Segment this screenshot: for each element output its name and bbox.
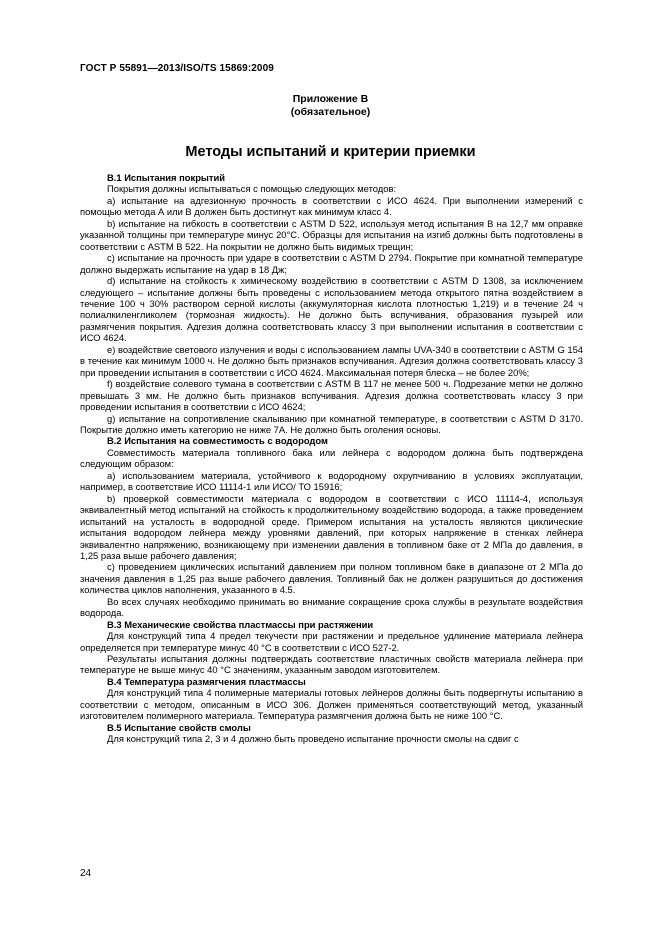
document-body <box>80 172 583 745</box>
paragraph: Результаты испытания должны подтверждать соответствие пластичных свойств материала лейнера при температуре не выше минус 40 °С значениям, указанным заводом изготовителем. <box>80 653 583 676</box>
paragraph: Для конструкций типа 4 полимерные материалы готовых лейнеров должны быть подвергнуты испытанию в соответствии с методом, описанным в ИСО 306. Должен применяться соответствующий метод, указанный изготовителем полимерного материала. Температура размягчения должна быть не ниже 100 °С. <box>80 687 583 722</box>
paragraph: e) воздействие светового излучения и воды с использованием лампы UVA-340 в соответствии с ASTM G 154 в течение как минимум 1000 ч. Не должно быть признаков вспучивания. Адгезия должна соответствовать классу 3 при проведении испытания в соответствии с ИСО 4624. Максимальная потеря блеска – не более 20%; <box>80 343 583 378</box>
paragraph: b) испытание на гибкость в соответствии с ASTM D 522, используя метод испытания В на 12,7 мм оправке указанной толщины при температуре минус 20°С. Образцы для испытания на изгиб должны быть подготовлены в соответствии с ASTM В 522. На покрытии не должно быть видимых трещин; <box>80 217 583 252</box>
paragraph: g) испытание на сопротивление скалыванию при комнатной температуре, в соответствии с ASTM D 3170. Покрытие должно иметь категорию не ниже 7А. Не должно быть оголения основы. <box>80 412 583 435</box>
paragraph: Совместимость материала топливного бака или лейнера с водородом должна быть подтверждена следующим образом: <box>80 446 583 470</box>
appendix-label: Приложение В <box>292 93 369 105</box>
paragraph: c) испытание на прочность при ударе в соответствии с ASTM D 2794. Покрытие при комнатной температуре должно выдержать испытание на удар в 18 Дж; <box>80 252 583 275</box>
paragraph: Во всех случаях необходимо принимать во внимание сокращение срока службы в результате воздействия водорода. <box>80 595 583 619</box>
document-header: ГОСТ Р 55891—2013/ISO/TS 15869:2009 <box>80 63 274 74</box>
paragraph: Для конструкций типа 2, 3 и 4 должно быть проведено испытание прочности смолы на сдвиг с <box>107 733 519 745</box>
section-heading: В.3 Механические свойства пластмассы при растяжении <box>107 618 374 630</box>
page-title: Методы испытаний и критерии приемки <box>185 144 476 160</box>
section-heading: В.2 Испытания на совместимость с водородом <box>107 435 328 447</box>
appendix-status: (обязательное) <box>290 106 371 118</box>
paragraph: f) воздействие солевого тумана в соответствии с ASTM В 117 не менее 500 ч. Подрезание метки не должно превышать 3 мм. Не должно быть признаков вспучивания. Адгезия должна соответствовать классу 3 при проведении испытания в соответствии с ИСО 4624; <box>80 378 583 413</box>
section-heading: В.5 Испытание свойств смолы <box>107 721 251 733</box>
paragraph: b) проверкой совместимости материала с водородом в соответствии с ИСО 11114-4, используя эквивалентный метод испытаний на стойкость к продолжительному воздействию водорода, а также проведением испытаний на усталость в водородной среде. Примером испытания на усталость являются циклические испытания водородом лейнера между уровнями давлений, при которых напряжение в стенках лейнера эквивалентно напряжению, возникающему при изменении давления в топливном баке от 2 МПа до давления, в 1,25 раза выше рабочего давления; <box>80 492 583 561</box>
section-heading: В.4 Температура размягчения пластмассы <box>107 675 306 687</box>
paragraph: а) использованием материала, устойчивого к водородному охрупчиванию в условиях эксплуатации, например, в соответствие ИСО 11114-1 или ИСО/ ТО 15916; <box>80 469 583 493</box>
appendix-block <box>0 93 661 119</box>
paragraph: Для конструкций типа 4 предел текучести при растяжении и предельное удлинение материала лейнера определяется при температуре минус 40 °С в соответствии с ИСО 527-2. <box>80 630 583 653</box>
paragraph: d) испытание на стойкость к химическому воздействию в соответствии с ASTM D 1308, за исключением следующего – испытание должны быть проведены с использованием метода открытого пятна воздействием в течение 100 ч 30% раствором серной кислоты (аккумуляторная кислота плотностью 1,219) и в течение 24 ч полиалкиленгликолем (тормозная жидкость). Не должно быть вспучивания, образования пузырей или размягчения покрытия. Адгезия должна соответствовать классу 3 при выполнении испытания в соответствии с ИСО 4624. <box>80 275 583 344</box>
paragraph: с) проведением циклических испытаний давлением при полном топливном баке в диапазоне от 2 МПа до значения давления в 1,25 раз выше рабочего давления. Топливный бак не должен разрушиться до достижения количества циклов наполнения, указанного в 4.5. <box>80 561 583 596</box>
paragraph: Покрытия должны испытываться с помощью следующих методов: <box>107 183 397 195</box>
paragraph: а) испытание на адгезионную прочность в соответствии с ИСО 4624. При выполнении измерений с помощью метода А или В должен быть достигнут как минимум класс 4. <box>80 194 583 218</box>
section-heading: В.1 Испытания покрытий <box>107 172 226 183</box>
page-number: 24 <box>80 868 92 879</box>
